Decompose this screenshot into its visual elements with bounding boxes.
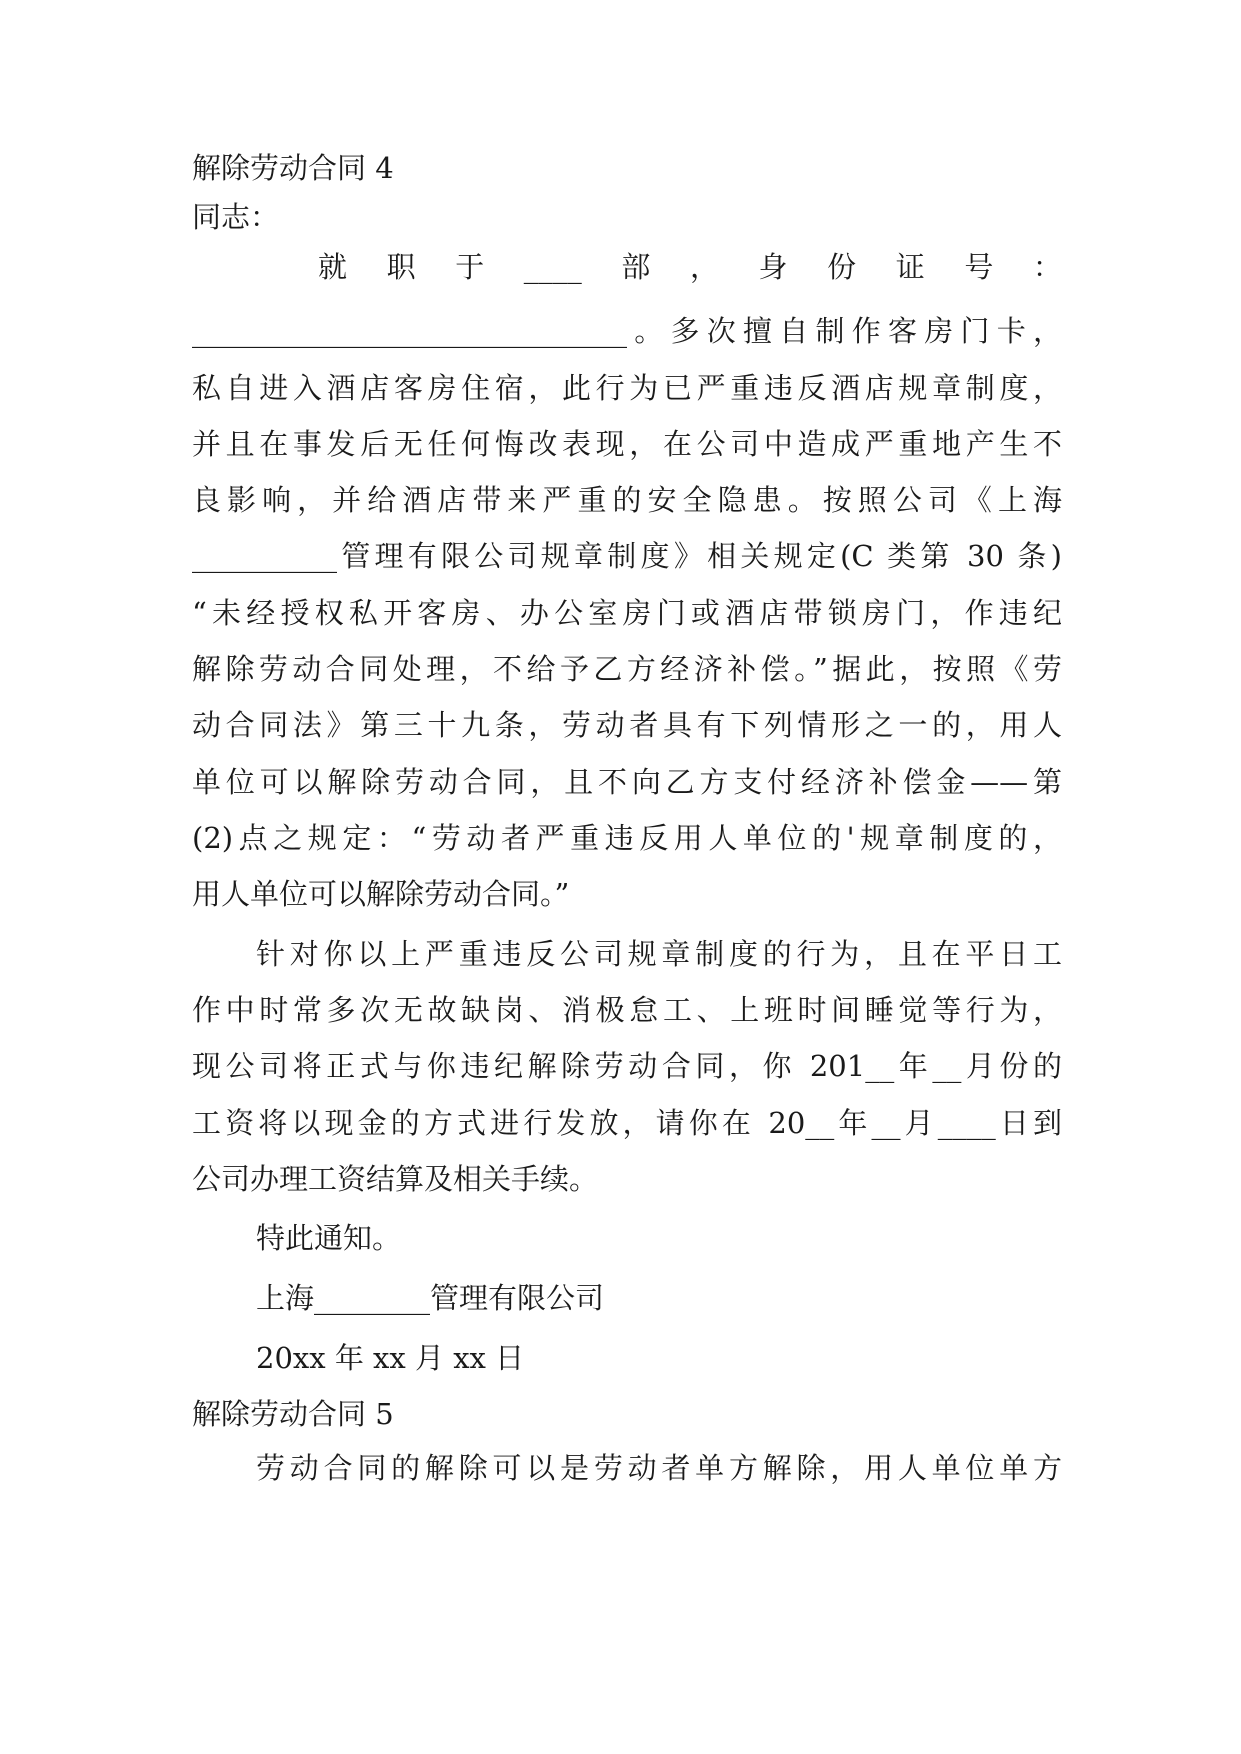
p1-char: 证 <box>895 250 925 284</box>
date-line: 20xx 年 xx 月 xx 日 <box>256 1341 525 1375</box>
paragraph-1-line: 解除劳动合同处理，不给予乙方经济补偿。”据此，按照《劳 <box>192 652 1062 686</box>
greeting: 同志： <box>192 200 280 234</box>
paragraph-2-line: 现公司将正式与你违纪解除劳动合同，你 201__年__月份的 <box>192 1049 1062 1083</box>
section-title-4: 解除劳动合同 4 <box>192 151 394 185</box>
paragraph-2-line: 针对你以上严重违反公司规章制度的行为，且在平日工 <box>256 937 1062 971</box>
paragraph-1-line: 单位可以解除劳动合同，且不向乙方支付经济补偿金——第 <box>192 765 1062 799</box>
p1-char: 份 <box>827 250 857 284</box>
paragraph-1-line: “未经授权私开客房、办公室房门或酒店带锁房门，作违纪 <box>192 596 1062 630</box>
paragraph-1-line: (2)点之规定：“劳动者严重违反用人单位的'规章制度的， <box>192 821 1062 855</box>
p1-char: 职 <box>386 250 416 284</box>
company-name: 上海________管理有限公司 <box>256 1281 605 1315</box>
paragraph-2-line: 公司办理工资结算及相关手续。 <box>192 1162 599 1196</box>
p1-char: 就 <box>318 250 348 284</box>
paragraph-1-line: __________管理有限公司规章制度》相关规定(C 类第 30 条) <box>192 539 1062 573</box>
paragraph-1-line: 私自进入酒店客房住宿，此行为已严重违反酒店规章制度， <box>192 371 1062 405</box>
department-blank: ____ <box>523 250 582 284</box>
paragraph-2-line: 工资将以现金的方式进行发放，请你在 20__年__月____日到 <box>192 1106 1062 1140</box>
paragraph-1-line: 动合同法》第三十九条，劳动者具有下列情形之一的，用人 <box>192 708 1062 742</box>
section-5-line: 劳动合同的解除可以是劳动者单方解除，用人单位单方 <box>256 1451 1062 1485</box>
paragraph-1-line: 用人单位可以解除劳动合同。” <box>192 877 570 911</box>
p1-char: 于 <box>455 250 485 284</box>
p1-char: 部 <box>621 250 651 284</box>
p1-char: 号 <box>964 250 994 284</box>
p1-char: 身 <box>758 250 788 284</box>
paragraph-1-line: ______________________________。多次擅自制作客房门卡， <box>192 314 1062 348</box>
section-title-5: 解除劳动合同 5 <box>192 1397 394 1431</box>
paragraph-1-line: 并且在事发后无任何悔改表现，在公司中造成严重地产生不 <box>192 427 1062 461</box>
p1-char: ： <box>1032 250 1062 284</box>
paragraph-1-first-line <box>318 247 1062 287</box>
notice-text: 特此通知。 <box>256 1221 402 1255</box>
p1-char: ， <box>689 250 719 284</box>
paragraph-1-line: 良影响，并给酒店带来严重的安全隐患。按照公司《上海 <box>192 483 1062 517</box>
paragraph-2-line: 作中时常多次无故缺岗、消极怠工、上班时间睡觉等行为， <box>192 993 1062 1027</box>
